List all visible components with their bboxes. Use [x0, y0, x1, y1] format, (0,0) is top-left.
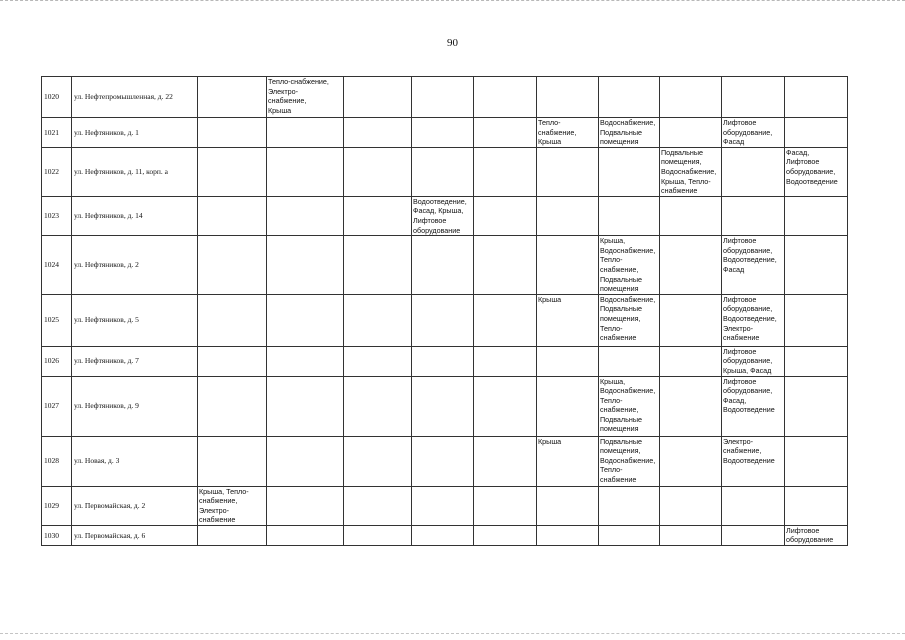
- work-type-cell: [344, 147, 412, 196]
- work-type-cell: [344, 436, 412, 486]
- work-type-cell: [198, 346, 267, 376]
- work-type-cell: Лифтовое оборудование, Крыша, Фасад: [722, 346, 785, 376]
- work-type-cell: [537, 376, 599, 436]
- work-type-cell: Водоснабжение, Подвальные помещения: [599, 118, 660, 148]
- work-type-cell: [722, 486, 785, 525]
- work-type-cell: [599, 525, 660, 545]
- page-number: 90: [447, 37, 458, 49]
- work-type-cell: [344, 196, 412, 235]
- work-type-cell: [267, 346, 344, 376]
- work-type-cell: [474, 346, 537, 376]
- work-type-cell: [599, 147, 660, 196]
- work-type-cell: [785, 236, 848, 295]
- work-type-cell: [474, 486, 537, 525]
- work-type-cell: [785, 376, 848, 436]
- work-type-cell: [537, 147, 599, 196]
- work-type-cell: [474, 436, 537, 486]
- address-cell: ул. Нефтяников, д. 9: [72, 376, 198, 436]
- work-type-cell: Крыша: [537, 436, 599, 486]
- work-type-cell: [412, 294, 474, 346]
- work-type-cell: [267, 294, 344, 346]
- work-type-cell: [785, 77, 848, 118]
- work-type-cell: [599, 196, 660, 235]
- address-cell: ул. Нефтяников, д. 5: [72, 294, 198, 346]
- work-type-cell: [785, 294, 848, 346]
- work-type-cell: [267, 376, 344, 436]
- row-number: 1020: [42, 77, 72, 118]
- work-type-cell: [198, 147, 267, 196]
- work-type-cell: [660, 486, 722, 525]
- work-type-cell: [344, 376, 412, 436]
- work-type-cell: [660, 376, 722, 436]
- scan-top-edge: [0, 0, 905, 1]
- row-number: 1024: [42, 236, 72, 295]
- work-type-cell: Крыша, Водоснабжение, Тепло- снабжение, Подвальные помещения: [599, 236, 660, 295]
- table-row: [42, 525, 848, 545]
- table-row: [42, 236, 848, 295]
- row-number: 1022: [42, 147, 72, 196]
- work-type-cell: Водоотведение, Фасад, Крыша, Лифтовое оборудование: [412, 196, 474, 235]
- table-row: [42, 376, 848, 436]
- work-type-cell: Крыша, Тепло- снабжение, Электро- снабжение: [198, 486, 267, 525]
- work-type-cell: [722, 525, 785, 545]
- work-type-cell: [785, 346, 848, 376]
- table-row: [42, 77, 848, 118]
- work-type-cell: [660, 196, 722, 235]
- table-row: [42, 196, 848, 235]
- repair-schedule-table: [41, 76, 848, 546]
- table-row: [42, 486, 848, 525]
- work-type-cell: [660, 77, 722, 118]
- work-type-cell: [198, 77, 267, 118]
- work-type-cell: [722, 196, 785, 235]
- work-type-cell: [474, 196, 537, 235]
- work-type-cell: [344, 77, 412, 118]
- work-type-cell: [599, 486, 660, 525]
- row-number: 1028: [42, 436, 72, 486]
- work-type-cell: Лифтовое оборудование, Фасад: [722, 118, 785, 148]
- work-type-cell: [785, 436, 848, 486]
- row-number: 1023: [42, 196, 72, 235]
- table-row: [42, 118, 848, 148]
- work-type-cell: [412, 236, 474, 295]
- work-type-cell: [537, 196, 599, 235]
- table-row: [42, 147, 848, 196]
- work-type-cell: [198, 525, 267, 545]
- work-type-cell: Лифтовое оборудование, Водоотведение, Электро- снабжение: [722, 294, 785, 346]
- address-cell: ул. Нефтяников, д. 2: [72, 236, 198, 295]
- work-type-cell: [537, 486, 599, 525]
- work-type-cell: [660, 118, 722, 148]
- work-type-cell: [722, 77, 785, 118]
- work-type-cell: [412, 77, 474, 118]
- work-type-cell: Крыша, Водоснабжение, Тепло- снабжение, Подвальные помещения: [599, 376, 660, 436]
- table-body: [42, 77, 848, 546]
- work-type-cell: [474, 525, 537, 545]
- work-type-cell: [537, 525, 599, 545]
- work-type-cell: Подвальные помещения, Водоснабжение, Тепло- снабжение: [599, 436, 660, 486]
- work-type-cell: [412, 436, 474, 486]
- work-type-cell: [660, 436, 722, 486]
- row-number: 1030: [42, 525, 72, 545]
- work-type-cell: [412, 486, 474, 525]
- work-type-cell: Лифтовое оборудование: [785, 525, 848, 545]
- address-cell: ул. Новая, д. 3: [72, 436, 198, 486]
- address-cell: ул. Нефтепромышленная, д. 22: [72, 77, 198, 118]
- table-row: [42, 294, 848, 346]
- work-type-cell: [267, 196, 344, 235]
- work-type-cell: Тепло-снабжение, Электро- снабжение, Крыша: [267, 77, 344, 118]
- row-number: 1026: [42, 346, 72, 376]
- work-type-cell: Крыша: [537, 294, 599, 346]
- work-type-cell: [198, 236, 267, 295]
- address-cell: ул. Первомайская, д. 6: [72, 525, 198, 545]
- work-type-cell: Водоснабжение, Подвальные помещения, Тепло- снабжение: [599, 294, 660, 346]
- work-type-cell: [474, 294, 537, 346]
- work-type-cell: [198, 118, 267, 148]
- work-type-cell: [344, 346, 412, 376]
- work-type-cell: [660, 346, 722, 376]
- row-number: 1021: [42, 118, 72, 148]
- work-type-cell: [344, 486, 412, 525]
- work-type-cell: [537, 346, 599, 376]
- address-cell: ул. Нефтяников, д. 11, корп. а: [72, 147, 198, 196]
- work-type-cell: [474, 236, 537, 295]
- work-type-cell: [474, 376, 537, 436]
- work-type-cell: [537, 236, 599, 295]
- work-type-cell: [344, 294, 412, 346]
- work-type-cell: [267, 486, 344, 525]
- work-type-cell: [344, 525, 412, 545]
- work-type-cell: [267, 436, 344, 486]
- work-type-cell: [412, 346, 474, 376]
- work-type-cell: [785, 118, 848, 148]
- work-type-cell: [599, 77, 660, 118]
- work-type-cell: [412, 525, 474, 545]
- work-type-cell: [660, 294, 722, 346]
- row-number: 1025: [42, 294, 72, 346]
- work-type-cell: [267, 236, 344, 295]
- work-type-cell: [267, 118, 344, 148]
- work-type-cell: [198, 196, 267, 235]
- work-type-cell: [267, 525, 344, 545]
- work-type-cell: [198, 376, 267, 436]
- work-type-cell: [474, 147, 537, 196]
- work-type-cell: [722, 147, 785, 196]
- work-type-cell: [412, 147, 474, 196]
- work-type-cell: Фасад, Лифтовое оборудование, Водоотведение: [785, 147, 848, 196]
- work-type-cell: [537, 77, 599, 118]
- row-number: 1029: [42, 486, 72, 525]
- row-number: 1027: [42, 376, 72, 436]
- address-cell: ул. Нефтяников, д. 14: [72, 196, 198, 235]
- address-cell: ул. Нефтяников, д. 7: [72, 346, 198, 376]
- address-cell: ул. Нефтяников, д. 1: [72, 118, 198, 148]
- work-type-cell: [344, 118, 412, 148]
- work-type-cell: Лифтовое оборудование, Водоотведение, Фасад: [722, 236, 785, 295]
- work-type-cell: [344, 236, 412, 295]
- address-cell: ул. Первомайская, д. 2: [72, 486, 198, 525]
- work-type-cell: [599, 346, 660, 376]
- work-type-cell: [198, 436, 267, 486]
- work-type-cell: Электро- снабжение, Водоотведение: [722, 436, 785, 486]
- work-type-cell: [660, 525, 722, 545]
- work-type-cell: [660, 236, 722, 295]
- work-type-cell: Лифтовое оборудование, Фасад, Водоотведение: [722, 376, 785, 436]
- work-type-cell: [198, 294, 267, 346]
- work-type-cell: Тепло- снабжение, Крыша: [537, 118, 599, 148]
- work-type-cell: [412, 376, 474, 436]
- work-type-cell: [474, 77, 537, 118]
- table-row: [42, 436, 848, 486]
- scan-bottom-edge: [0, 633, 905, 634]
- work-type-cell: [785, 196, 848, 235]
- work-type-cell: [785, 486, 848, 525]
- work-type-cell: [412, 118, 474, 148]
- work-type-cell: [474, 118, 537, 148]
- work-type-cell: Подвальные помещения, Водоснабжение, Крыша, Тепло- снабжение: [660, 147, 722, 196]
- work-type-cell: [267, 147, 344, 196]
- table-row: [42, 346, 848, 376]
